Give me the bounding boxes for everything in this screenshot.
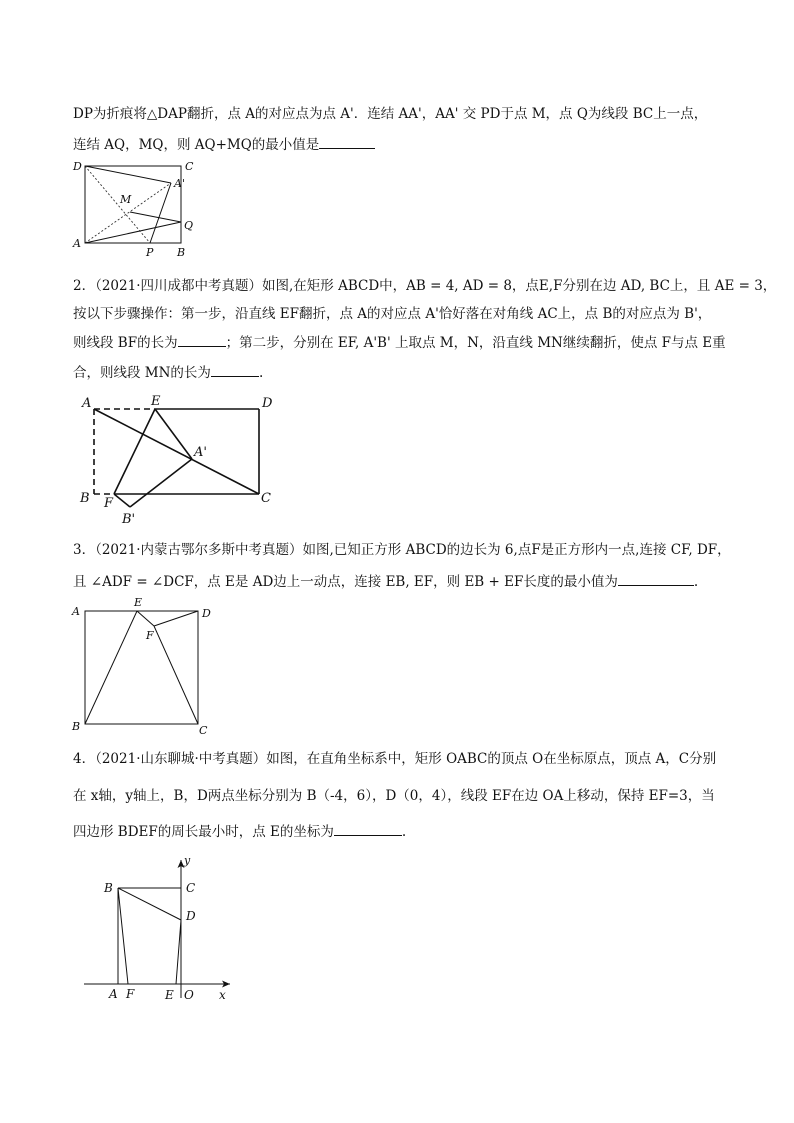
fig4-label-b: B: [104, 881, 113, 895]
answer-blank-3[interactable]: [618, 571, 694, 586]
fig3-square: [85, 611, 198, 724]
fig2-label-c: C: [261, 491, 271, 506]
fig2-line-a-prime-b-prime: [130, 459, 192, 507]
fig4-label-c: C: [186, 881, 196, 895]
fig4-label-a: A: [109, 987, 118, 1001]
fig4-label-d: D: [186, 909, 196, 923]
figure-1: [66, 156, 206, 258]
fig3-label-c: C: [199, 724, 208, 737]
fig1-label-a: A: [73, 237, 81, 250]
fig1-line-mq: [130, 212, 181, 222]
problem2-line4a: 合，则线段 MN的长为: [73, 365, 211, 381]
problem3-line2: [73, 571, 698, 592]
problem-intro-line1: DP为折痕将△DAP翻折，点 A的对应点为点 A'．连结 AA'，AA' 交 PD于点 M，点 Q为线段 BC上一点，: [73, 106, 708, 122]
answer-blank-2b[interactable]: [211, 362, 259, 377]
problem4-line3: [73, 821, 406, 842]
fig2-label-a-prime: A': [194, 445, 207, 460]
fig3-label-b: B: [72, 720, 81, 733]
problem2-line1: 2．（2021·四川成都中考真题）如图,在矩形 ABCD中，AB = 4, AD = 8，点E,F分别在边 AD, BC上，且 AE = 3，: [73, 278, 777, 294]
fig3-label-f: F: [146, 629, 154, 642]
fig2-diagonal-ac: [94, 409, 259, 494]
problem3-line2a: 且 ∠ADF = ∠DCF，点 E是 AD边上一动点，连接 EB, EF，则 EB + EF长度的最小值为: [73, 574, 618, 590]
fig1-line-da-prime: [85, 166, 171, 183]
figure-3: [66, 596, 226, 741]
fig4-label-o: O: [184, 988, 194, 1002]
fig3-line-ef: [137, 611, 154, 626]
fig2-label-a: A: [82, 396, 92, 411]
fig4-label-f: F: [126, 987, 135, 1001]
answer-blank-4[interactable]: [334, 821, 402, 836]
fig3-line-fd: [154, 611, 198, 626]
answer-blank-2a[interactable]: [178, 332, 226, 347]
problem2-line2: 按以下步骤操作：第一步，沿直线 EF翻折，点 A的对应点 A'恰好落在对角线 AC上，点 B的对应点为 B'，: [73, 306, 712, 322]
fig2-label-b-prime: B': [122, 512, 136, 527]
problem3-line1: 3．（2021·内蒙古鄂尔多斯中考真题）如图,已知正方形 ABCD的边长为 6,点F是正方形内一点,连接 CF, DF，: [73, 542, 731, 558]
fig1-line-a-prime-p: [150, 183, 171, 243]
fig3-label-e: E: [134, 596, 143, 609]
fig3-line-be: [85, 611, 137, 724]
problem4-line2: 在 x轴，y轴上，B，D两点坐标分别为 B（-4，6），D（0，4），线段 EF在边 OA上移动，保持 EF=3，当: [73, 788, 715, 804]
problem-intro-line2: [73, 134, 375, 155]
fig2-label-b: B: [80, 491, 90, 506]
problem2-line4b: .: [258, 365, 264, 381]
problem2-line4: [73, 362, 263, 383]
fig1-label-m: M: [120, 193, 132, 206]
fig3-label-d: D: [202, 607, 211, 620]
problem4-line1: 4．（2021·山东聊城·中考真题）如图，在直角坐标系中，矩形 OABC的顶点 O在坐标原点，顶点 A，C分别: [73, 751, 717, 767]
fig1-label-q: Q: [184, 219, 194, 232]
problem4-line3b: .: [401, 824, 407, 840]
fig4-line-de: [176, 920, 181, 984]
answer-blank-intro[interactable]: [319, 134, 375, 149]
fig4-label-y: y: [184, 854, 191, 867]
problem2-line3b: ；第二步，分别在 EF, A'B' 上取点 M，N，沿直线 MN继续翻折，使点 F与点 E重: [225, 335, 726, 351]
problem2-line3: [73, 332, 726, 353]
fig1-label-b: B: [177, 246, 186, 259]
fig4-label-e: E: [165, 988, 174, 1002]
figure-4: [80, 855, 250, 1005]
fig4-line-bf: [118, 888, 128, 984]
fig2-line-ea-prime: [155, 409, 192, 459]
fig2-label-d: D: [262, 396, 273, 411]
problem4-line3a: 四边形 BDEF的周长最小时，点 E的坐标为: [73, 824, 334, 840]
fig3-line-fc: [154, 626, 198, 724]
figure-2: [70, 390, 290, 530]
fig2-label-e: E: [151, 394, 161, 409]
fig1-label-a-prime: A': [174, 177, 185, 190]
problem-intro-line2-text: 连结 AQ，MQ，则 AQ+MQ的最小值是: [73, 137, 320, 153]
problem3-line2b: .: [693, 574, 699, 590]
fig1-label-p: P: [146, 246, 154, 259]
fig4-label-x: x: [219, 988, 226, 1002]
fig1-label-d: D: [73, 160, 82, 173]
problem2-line3a: 则线段 BF的长为: [73, 335, 178, 351]
fig3-label-a: A: [72, 605, 80, 618]
fig4-line-bd: [118, 888, 181, 920]
fig1-square: [85, 166, 181, 243]
fig2-line-fb-prime: [114, 494, 130, 507]
fig1-fold-line-dp: [85, 166, 150, 243]
fig1-label-c: C: [185, 160, 194, 173]
fig2-label-f: F: [104, 496, 114, 511]
